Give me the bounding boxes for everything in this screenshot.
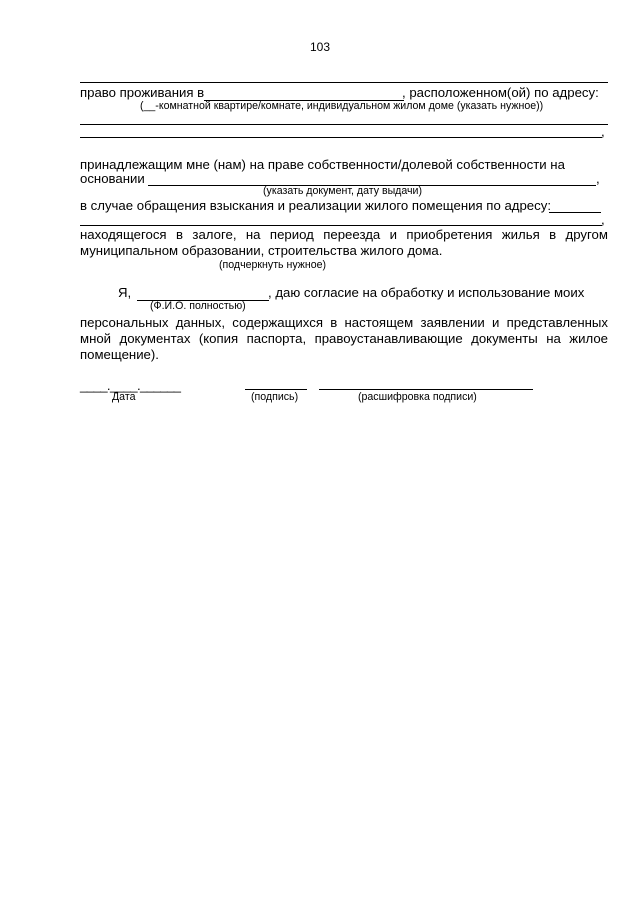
consent-word: жилое bbox=[569, 331, 608, 346]
ownership-hint: (указать документ, дату выдачи) bbox=[263, 185, 422, 197]
date-field[interactable]: ____.____.______ bbox=[80, 378, 181, 393]
pledge-line-2: муниципальном образовании, строительства жилого дома. bbox=[80, 243, 443, 258]
residence-line-start: право проживания в bbox=[80, 85, 205, 100]
recovery-comma: , bbox=[601, 212, 605, 227]
residence-hint: (__-комнатной квартире/комнате, индивидуальном жилом доме (указать нужное)) bbox=[140, 100, 544, 112]
consent-word: данных, bbox=[175, 315, 226, 330]
pledge-line-1 bbox=[80, 227, 608, 242]
date-label: Дата bbox=[112, 391, 136, 403]
recovery-text: в случае обращения взыскания и реализации жилого помещения по адресу: bbox=[80, 198, 551, 213]
consent-word: (копия bbox=[198, 331, 239, 346]
residence-line-end: , расположенном(ой) по адресу: bbox=[402, 85, 599, 100]
pledge-word: и bbox=[389, 227, 398, 242]
consent-text-after: , даю согласие на обработку и использование моих bbox=[268, 285, 585, 300]
consent-word: персональных bbox=[80, 315, 169, 330]
pledge-word: в bbox=[549, 227, 557, 242]
pledge-word: находящегося bbox=[80, 227, 167, 242]
pledge-word: приобретения bbox=[406, 227, 493, 242]
consent-word: правоустанавливающие bbox=[314, 331, 463, 346]
pledge-word: период bbox=[269, 227, 314, 242]
pledge-word: залоге, bbox=[192, 227, 237, 242]
pledge-word: переезда bbox=[323, 227, 381, 242]
pledge-hint: (подчеркнуть нужное) bbox=[219, 259, 327, 271]
signature-decode-blank[interactable] bbox=[319, 389, 533, 390]
consent-word: документах bbox=[119, 331, 191, 346]
consent-word: мной bbox=[80, 331, 112, 346]
signature-label: (подпись) bbox=[251, 391, 299, 403]
consent-word: представленных bbox=[506, 315, 608, 330]
address-rule-2[interactable] bbox=[80, 137, 602, 138]
consent-word: заявлении bbox=[420, 315, 485, 330]
consent-word: документы bbox=[471, 331, 538, 346]
pledge-word: другом bbox=[565, 227, 608, 242]
consent-ya: Я, bbox=[118, 285, 132, 300]
ownership-comma: , bbox=[596, 171, 600, 186]
signature-blank[interactable] bbox=[245, 389, 307, 390]
consent-word: паспорта, bbox=[246, 331, 307, 346]
consent-word: на bbox=[546, 331, 561, 346]
recovery-address-rule[interactable] bbox=[80, 225, 602, 226]
consent-word: и bbox=[491, 315, 500, 330]
pledge-word: в bbox=[175, 227, 183, 242]
consent-word: в bbox=[330, 315, 338, 330]
consent-line-2 bbox=[80, 315, 608, 330]
recovery-blank[interactable] bbox=[549, 212, 601, 213]
pledge-word: жилья bbox=[501, 227, 540, 242]
ownership-basis-label: основании bbox=[80, 171, 145, 186]
top-rule bbox=[80, 82, 608, 83]
address-comma: , bbox=[601, 124, 605, 139]
page-number: 103 bbox=[309, 40, 331, 54]
signature-decode-label: (расшифровка подписи) bbox=[358, 391, 477, 403]
consent-fio-hint: (Ф.И.О. полностью) bbox=[150, 300, 246, 312]
consent-line-4: помещение). bbox=[80, 347, 159, 362]
consent-word: настоящем bbox=[344, 315, 414, 330]
consent-word: содержащихся bbox=[232, 315, 323, 330]
ownership-line-1: принадлежащим мне (нам) на праве собственности/долевой собственности на bbox=[80, 157, 565, 172]
consent-line-3 bbox=[80, 331, 608, 346]
address-rule-1[interactable] bbox=[80, 124, 608, 125]
pledge-word: на bbox=[245, 227, 261, 242]
